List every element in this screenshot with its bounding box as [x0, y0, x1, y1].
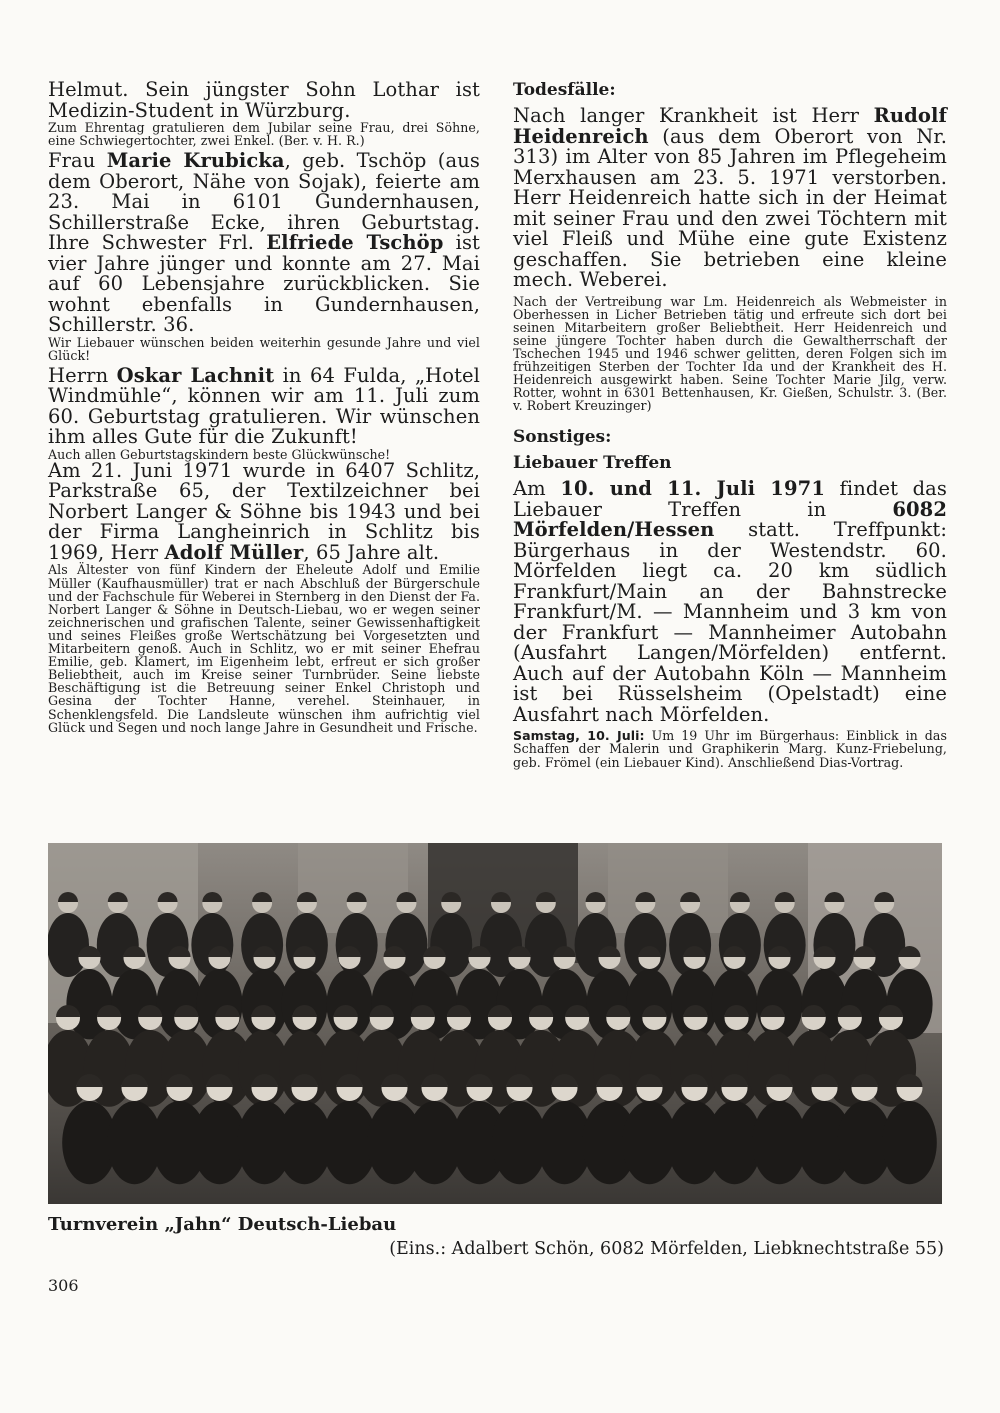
note-ehrentag: Zum Ehrentag gratulieren dem Jubilar seine Frau, drei Söhne, eine Schwiegertochter, zwei Enkel. (Ber. v. H. R.): [48, 120, 480, 149]
note-liebauer-wish: Wir Liebauer wünschen beiden weiterhin gesunde Jahre und viel Glück!: [48, 334, 480, 363]
heading-todesfaelle: Todesfälle:: [513, 80, 616, 100]
group-photo: [48, 843, 942, 1204]
text-mueller: Am 21. Juni 1971 wurde in 6407 Schlitz, Parkstraße 65, der Textilzeichner bei Norbert Langer & Söhne bis 1943 und bei der Firma Langheinrich in Schlitz bis 1969, Herr Adolf Müller, 65 Jahre alt.: [48, 458, 480, 564]
text-helmut: Helmut. Sein jüngster Sohn Lothar ist Medizin-Student in Würzburg.: [48, 78, 480, 122]
samstag-lead: Samstag, 10. Juli:: [513, 728, 645, 744]
name-oskar-lachnit: Oskar Lachnit: [116, 363, 275, 387]
name-elfriede-tschoep: Elfriede Tschöp: [266, 231, 444, 255]
heading-liebauer-treffen: Liebauer Treffen: [513, 453, 672, 474]
photo-caption-title: Turnverein „Jahn“ Deutsch-Liebau: [48, 1214, 397, 1235]
name-rudolf-heidenreich: Rudolf Heidenreich: [513, 104, 947, 148]
text-lachnit: Herrn Oskar Lachnit in 64 Fulda, „Hotel Windmühle“, können wir am 11. Juli zum 60. Geburtstag gratulieren. Wir wünschen ihm alles Gute für die Zukunft!: [48, 363, 481, 449]
note-heidenreich: Nach der Vertreibung war Lm. Heidenreich als Webmeister in Oberhessen in Licher Betrieben tätig und erfreute sich dort bei seinen Mitarbeitern großer Beliebtheit. Herr Heidenreich und seine jüngere Tochter haben durch die Gewaltherrschaft der Tschechen 1945 und 1946 schwer gelitten, deren Folgen sich im frühzeitigen Sterben der Tochter Ida und der Krankheit des H. Heidenreich ausgewirkt haben. Seine Tochter Marie Jilg, verw. Rotter, wohnt in 6301 Bettenhausen, Kr. Gießen, Schulstr. 3. (Ber. v. Robert Kreuzinger): [513, 293, 947, 414]
group-photo-illustration: [48, 843, 942, 1204]
note-samstag: Samstag, 10. Juli: Um 19 Uhr im Bürgerhaus: Einblick in das Schaffen der Malerin und Graphikerin Marg. Kunz-Friebelung, geb. Frömel (ein Liebauer Kind). Anschließend Dias-Vortrag.: [513, 728, 947, 770]
note-mueller-bio: Als Ältester von fünf Kindern der Eheleute Adolf und Emilie Müller (Kaufhausmüller) trat er nach Abschluß der Bürgerschule und der Fachschule für Weberei in Sternberg in den Dienst der Fa. Norbert Langer & Söhne in Deutsch-Liebau, wo er wegen seiner zeichnerischen und grafischen Talente, seiner Gewissenhaftigkeit und seines Fleißes große Wertschätzung bei Vorgesetzten und Mitarbeitern genoß. Auch in Schlitz, wo er mit seiner Ehefrau Emilie, geb. Klamert, im Eigenheim lebt, erfreut er sich großer Beliebtheit, auch im Kreise seiner Turnbrüder. Seine liebste Beschäftigung ist die Betreuung seiner Enkel Christoph und Gesina der Tochter Hanne, verehel. Steinhauer, in Schenklengsfeld. Die Landsleute wünschen ihm aufrichtig viel Glück und Segen und noch lange Jahre in Gesundheit und Frische.: [48, 562, 480, 735]
text-krubicka: Frau Marie Krubicka, geb. Tschöp (aus dem Oberort, Nähe von Sojak), feierte am 23. Mai in 6101 Gundernhausen, Schillerstraße Ecke, ihren Geburtstag. Ihre Schwester Frl. Elfriede Tschöp ist vier Jahre jünger und konnte am 27. Mai auf 60 Lebensjahre zurückblicken. Sie wohnt ebenfalls in Gundernhausen, Schillerstr. 36.: [48, 149, 480, 337]
text-treffen: Am 10. und 11. Juli 1971 findet das Liebauer Treffen in 6082 Mörfelden/Hessen statt. Treffpunkt: Bürgerhaus in der Westendstr. 60. Mörfelden liegt ca. 20 km südlich Frankfurt/Main an der Bahnstrecke Frankfurt/M. — Mannheim und 3 km von der Frankfurt — Mannheimer Autobahn (Ausfahrt Langen/Mörfelden) entfernt. Auch auf der Autobahn Köln — Mannheim ist bei Rüsselsheim (Opelstadt) eine Ausfahrt nach Mörfelden.: [513, 477, 947, 726]
text-heidenreich: Nach langer Krankheit ist Herr Rudolf Heidenreich (aus dem Oberort von Nr. 313) im Alter von 85 Jahren im Pflegeheim Merxhausen am 23. 5. 1971 verstorben. Herr Heidenreich hatte sich in der Heimat mit seiner Frau und den zwei Töchtern mit viel Fleiß und Mühe eine gute Existenz geschaffen. Sie betrieben eine kleine mech. Weberei.: [513, 104, 947, 291]
people-silhouettes: [48, 892, 937, 1184]
right-column: [513, 80, 947, 769]
name-marie-krubicka: Marie Krubicka: [106, 149, 285, 173]
heading-sonstiges: Sonstiges:: [513, 427, 612, 448]
name-adolf-mueller: Adolf Müller: [164, 540, 304, 564]
left-column: [48, 80, 480, 734]
photo-caption-credit: (Eins.: Adalbert Schön, 6082 Mörfelden, Liebknechtstraße 55): [389, 1239, 944, 1259]
treffen-place: 6082 Mörfelden/Hessen: [513, 497, 947, 542]
page-number: 306: [48, 1276, 79, 1295]
note-birthday-wishes: Auch allen Geburtstagskindern beste Glückwünsche!: [48, 446, 391, 462]
treffen-date: 10. und 11. Juli 1971: [560, 477, 825, 501]
